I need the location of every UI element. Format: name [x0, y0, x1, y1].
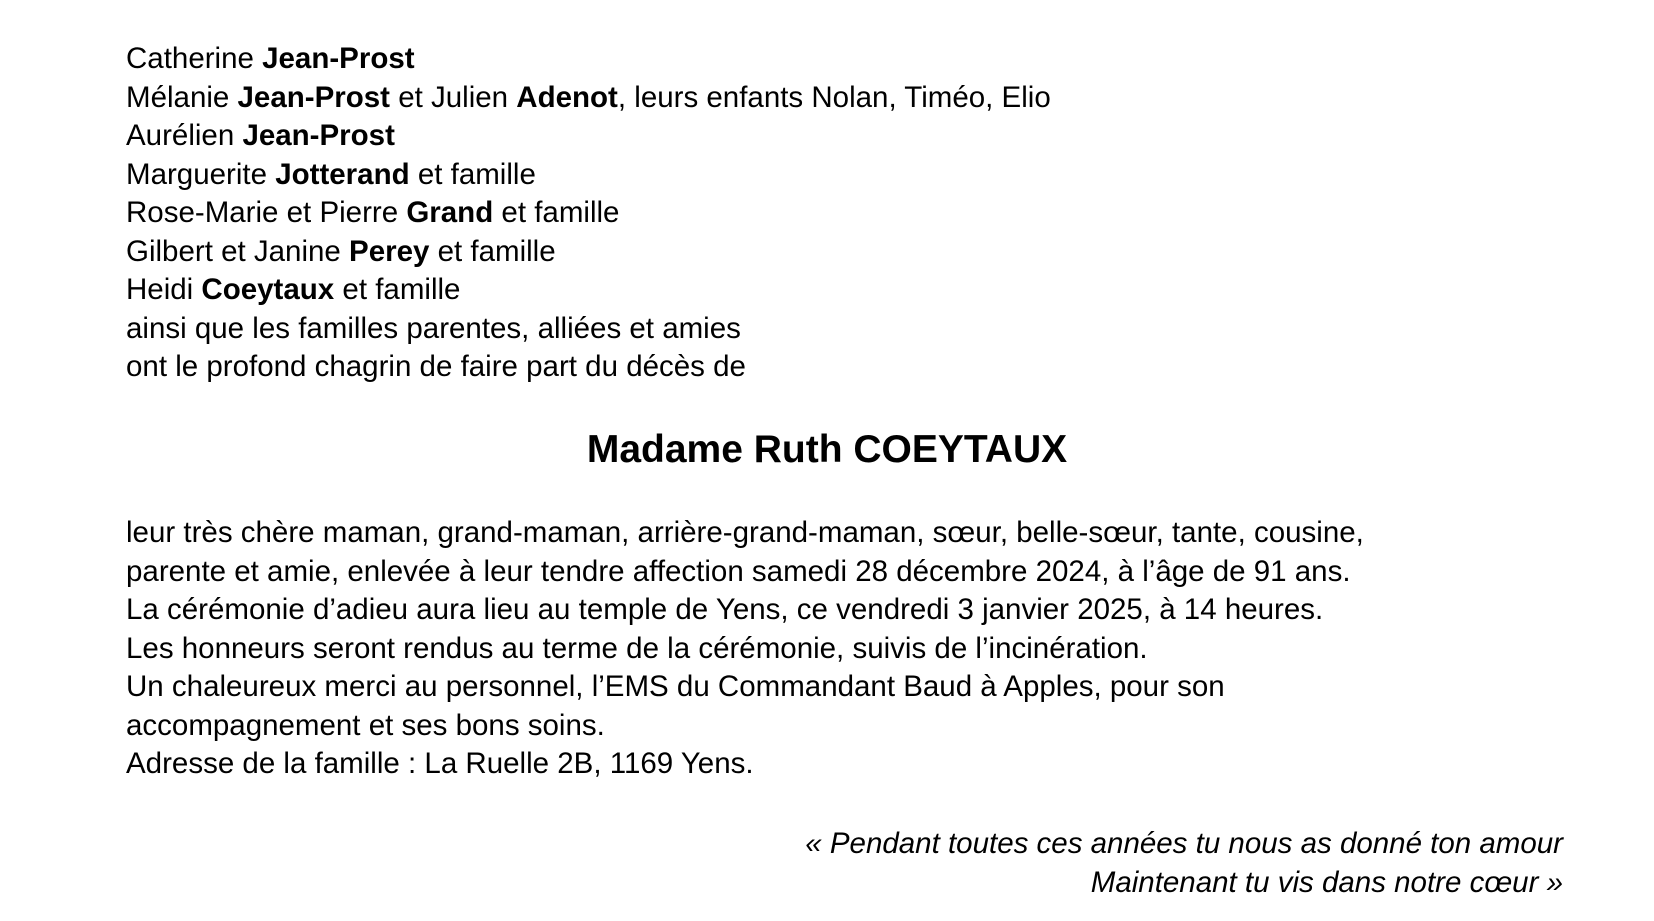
- line-part: Rose-Marie et Pierre: [126, 196, 407, 229]
- line-part: et famille: [409, 157, 536, 191]
- family-line-5: [126, 233, 1051, 272]
- surname: Jean-Prost: [237, 80, 390, 114]
- family-line-6: [126, 271, 1051, 310]
- surname: Grand: [406, 196, 494, 229]
- family-line-2: [126, 117, 1051, 156]
- body-line: Un chaleureux merci au personnel, l’EMS du Commandant Baud à Apples, pour son: [126, 670, 1225, 703]
- quote-line: « Pendant toutes ces années tu nous as donné ton amour: [805, 827, 1563, 860]
- surname: Adenot: [516, 80, 618, 114]
- line-part: Mélanie: [126, 80, 238, 114]
- body-line: parente et amie, enlevée à leur tendre affection samedi 28 décembre 2024, à l’âge de 91 ans.: [126, 554, 1351, 588]
- surname: Coeytaux: [201, 273, 335, 306]
- line-part: , leurs enfants Nolan, Timéo, Elio: [617, 80, 1051, 114]
- family-line-1: [126, 79, 1051, 118]
- family-line-7: [126, 310, 1051, 349]
- line-part: et famille: [493, 196, 620, 229]
- surname: Jean-Prost: [262, 42, 415, 75]
- surname: Jean-Prost: [242, 119, 395, 152]
- line-part: Marguerite: [126, 157, 276, 191]
- quote-line: Maintenant tu vis dans notre cœur »: [1090, 865, 1563, 899]
- line-part: et famille: [334, 273, 461, 306]
- body-line: leur très chère maman, grand-maman, arrière-grand-maman, sœur, belle-sœur, tante, cousine,: [126, 516, 1364, 549]
- line-part: ont le profond chagrin de faire part du décès de: [126, 350, 746, 383]
- line-part: ainsi que les familles parentes, alliées et amies: [126, 311, 741, 345]
- closing-quote: [805, 825, 1563, 902]
- surname: Jotterand: [275, 157, 410, 191]
- body-line: La cérémonie d’adieu aura lieu au temple de Yens, ce vendredi 3 janvier 2025, à 14 heures.: [126, 593, 1324, 626]
- announcement-body: [126, 514, 1364, 784]
- family-line-4: [126, 194, 1051, 233]
- body-line: Les honneurs seront rendus au terme de la cérémonie, suivis de l’incinération.: [126, 631, 1148, 665]
- family-list: [126, 40, 1051, 387]
- line-part: Heidi: [126, 273, 202, 306]
- line-part: et famille: [429, 234, 556, 268]
- line-part: Aurélien: [126, 119, 243, 152]
- surname: Perey: [349, 234, 430, 268]
- family-line-3: [126, 156, 1051, 195]
- family-line-0: [126, 40, 1051, 79]
- line-part: Gilbert et Janine: [126, 234, 350, 268]
- body-line: Adresse de la famille : La Ruelle 2B, 1169 Yens.: [126, 747, 754, 780]
- line-part: et Julien: [390, 80, 517, 114]
- deceased-name: Madame Ruth COEYTAUX: [586, 428, 1068, 471]
- family-line-8: [126, 348, 1051, 387]
- body-line: accompagnement et ses bons soins.: [126, 708, 605, 742]
- line-part: Catherine: [126, 42, 263, 75]
